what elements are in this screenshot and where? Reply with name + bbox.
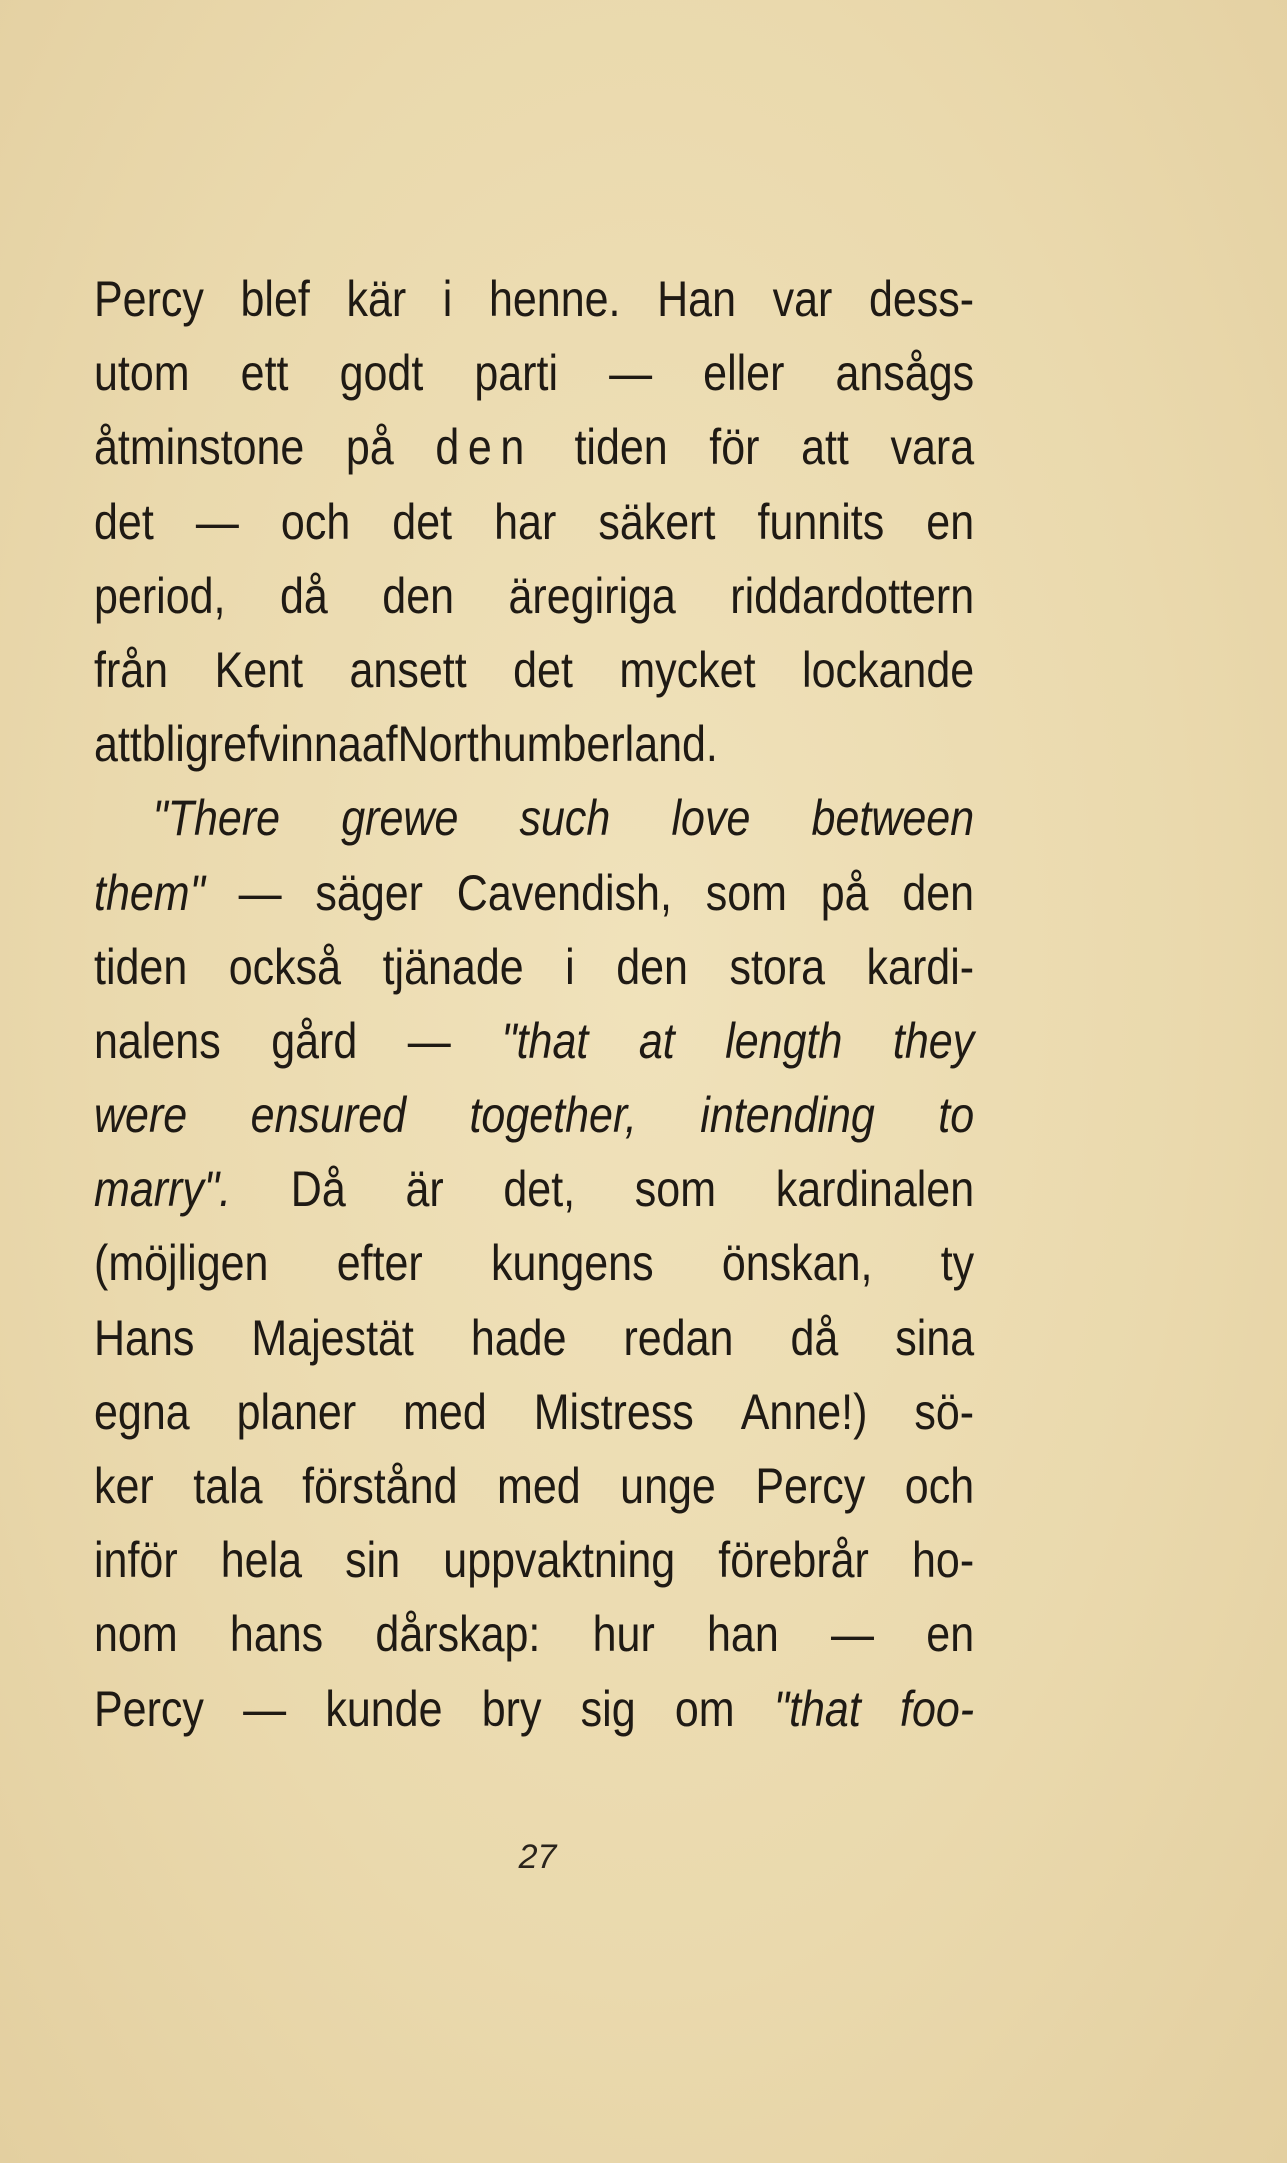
text-line [94, 559, 974, 633]
word: funnits [757, 493, 885, 550]
word: planer [236, 1383, 357, 1440]
word: parti [474, 345, 558, 402]
word: på [345, 419, 394, 476]
word: dårskap: [375, 1606, 541, 1663]
page-number: 27 [518, 1838, 557, 1876]
word: hade [470, 1309, 567, 1366]
word: förstånd [302, 1458, 458, 1514]
word: ho- [911, 1532, 975, 1589]
word: kardinalen [775, 1161, 975, 1218]
text-line [94, 1672, 974, 1746]
word: tiden [94, 938, 188, 995]
word: Kent [214, 641, 304, 698]
quoted-word: "that [773, 1680, 861, 1737]
text-line [94, 1449, 974, 1523]
quoted-word: "There [152, 790, 281, 847]
word: ty [940, 1235, 975, 1292]
quoted-word: foo- [900, 1680, 975, 1737]
quoted-word: love [671, 790, 751, 847]
text-line [94, 781, 974, 855]
word: godt [339, 345, 424, 402]
word: kunde [325, 1680, 443, 1737]
word: att [801, 419, 849, 476]
word: vara [890, 419, 975, 476]
word: att [94, 716, 142, 773]
word: också [228, 938, 342, 995]
text-line [94, 633, 974, 707]
word: mycket [619, 641, 756, 698]
word: stora [729, 938, 826, 995]
word: — [243, 1680, 287, 1737]
word: som [634, 1161, 717, 1218]
quoted-word: length [725, 1012, 843, 1069]
word: eller [703, 345, 785, 402]
word: från [94, 641, 169, 698]
quoted-word: grewe [341, 790, 459, 847]
word: blef [240, 271, 310, 327]
text-line [94, 930, 974, 1004]
word: den [902, 864, 975, 921]
word: ker [94, 1458, 154, 1514]
word: säkert [598, 493, 716, 550]
text-line [94, 1301, 974, 1375]
text-line [94, 410, 974, 484]
word: önskan, [721, 1235, 873, 1292]
word: hans [229, 1606, 324, 1663]
word: kardi- [866, 938, 975, 995]
quoted-word: marry". [94, 1161, 232, 1218]
word: kär [346, 271, 407, 327]
quoted-word: intending [700, 1087, 875, 1144]
word: det [94, 493, 154, 550]
word: — [609, 345, 653, 402]
word: unge [620, 1458, 716, 1514]
word: redan [623, 1309, 734, 1366]
word: hur [592, 1606, 655, 1663]
word: sig [580, 1680, 636, 1737]
word: bry [481, 1680, 542, 1737]
word: Då [290, 1161, 346, 1218]
quoted-word: ensured [250, 1087, 407, 1144]
word: en [926, 493, 975, 550]
word: är [405, 1161, 444, 1218]
word: Hans [94, 1309, 195, 1366]
text-line [94, 1523, 974, 1597]
word: uppvaktning [443, 1532, 676, 1589]
word: och [280, 493, 351, 550]
word: i [565, 938, 575, 995]
word: säger [315, 864, 423, 921]
word: Cavendish, [456, 864, 672, 921]
word: det [392, 493, 453, 550]
word: — [831, 1606, 875, 1663]
word: sin [345, 1532, 401, 1589]
word: sina [895, 1309, 975, 1366]
word: det [513, 641, 573, 698]
quoted-word: they [892, 1012, 975, 1069]
word: och [904, 1458, 975, 1514]
word: nom [94, 1606, 178, 1663]
text-line [94, 485, 974, 559]
word: om [674, 1680, 735, 1737]
word: kungens [491, 1235, 654, 1292]
word: med [497, 1458, 581, 1514]
word: Northumberland. [397, 716, 718, 773]
word: (möjligen [94, 1235, 269, 1292]
word: sö- [914, 1383, 975, 1440]
text-line [94, 262, 974, 336]
word: Majestät [251, 1309, 414, 1366]
word: — [195, 493, 239, 550]
word: tiden [574, 419, 668, 476]
word: en [926, 1606, 975, 1663]
body-text [94, 262, 974, 1746]
word: grefvinna [184, 716, 362, 773]
word: Mistress [533, 1383, 694, 1440]
word: lockande [802, 641, 975, 698]
text-line [94, 1226, 974, 1300]
word: Han [657, 271, 736, 327]
word: tala [193, 1458, 263, 1514]
word: bli [141, 716, 185, 773]
quoted-word: such [519, 790, 611, 847]
text-line [94, 1597, 974, 1671]
word: ett [240, 345, 289, 402]
word: då [790, 1309, 839, 1366]
emphasized-word: den [435, 419, 533, 476]
word: på [820, 864, 869, 921]
text-line [94, 1152, 974, 1226]
word: förebrår [718, 1532, 869, 1589]
word: ansågs [835, 345, 975, 402]
word: med [403, 1383, 487, 1440]
word: var [772, 271, 833, 327]
word: för [709, 419, 760, 476]
word: inför [94, 1532, 178, 1589]
text-line [94, 336, 974, 410]
word: — [238, 864, 282, 921]
word: dess- [868, 271, 975, 327]
word: tjänade [382, 938, 524, 995]
word: det, [503, 1161, 576, 1218]
quoted-word: together, [469, 1087, 637, 1144]
quoted-word: "that [501, 1012, 589, 1069]
word: af [361, 716, 398, 773]
word: gård [271, 1012, 358, 1069]
word: i [442, 271, 453, 327]
word: som [705, 864, 787, 921]
quoted-word: were [94, 1087, 188, 1144]
word: hela [220, 1532, 303, 1589]
quoted-word: between [811, 790, 975, 847]
text-line [94, 1375, 974, 1449]
quoted-word: them" [94, 864, 205, 921]
word: åtminstone [94, 419, 305, 476]
word: — [407, 1012, 451, 1069]
word: Percy [94, 271, 204, 327]
word: henne. [488, 271, 621, 327]
text-line [94, 707, 974, 781]
quoted-word: to [938, 1087, 975, 1144]
word: har [494, 493, 557, 550]
word: då [279, 567, 328, 624]
word: efter [336, 1235, 423, 1292]
word: Percy [755, 1458, 866, 1514]
word: den [382, 567, 455, 624]
text-line [94, 856, 974, 930]
text-line [94, 1078, 974, 1152]
word: han [707, 1606, 779, 1663]
word: period, [94, 567, 226, 624]
word: äregiriga [508, 567, 676, 624]
text-line [94, 1004, 974, 1078]
word: den [616, 938, 688, 995]
word: utom [94, 345, 190, 402]
quoted-word: at [638, 1012, 675, 1069]
word: egna [94, 1383, 190, 1440]
word: Anne!) [740, 1383, 868, 1440]
word: nalens [94, 1012, 221, 1069]
word: riddardottern [730, 567, 975, 624]
word: Percy [94, 1680, 204, 1737]
word: ansett [349, 641, 467, 698]
